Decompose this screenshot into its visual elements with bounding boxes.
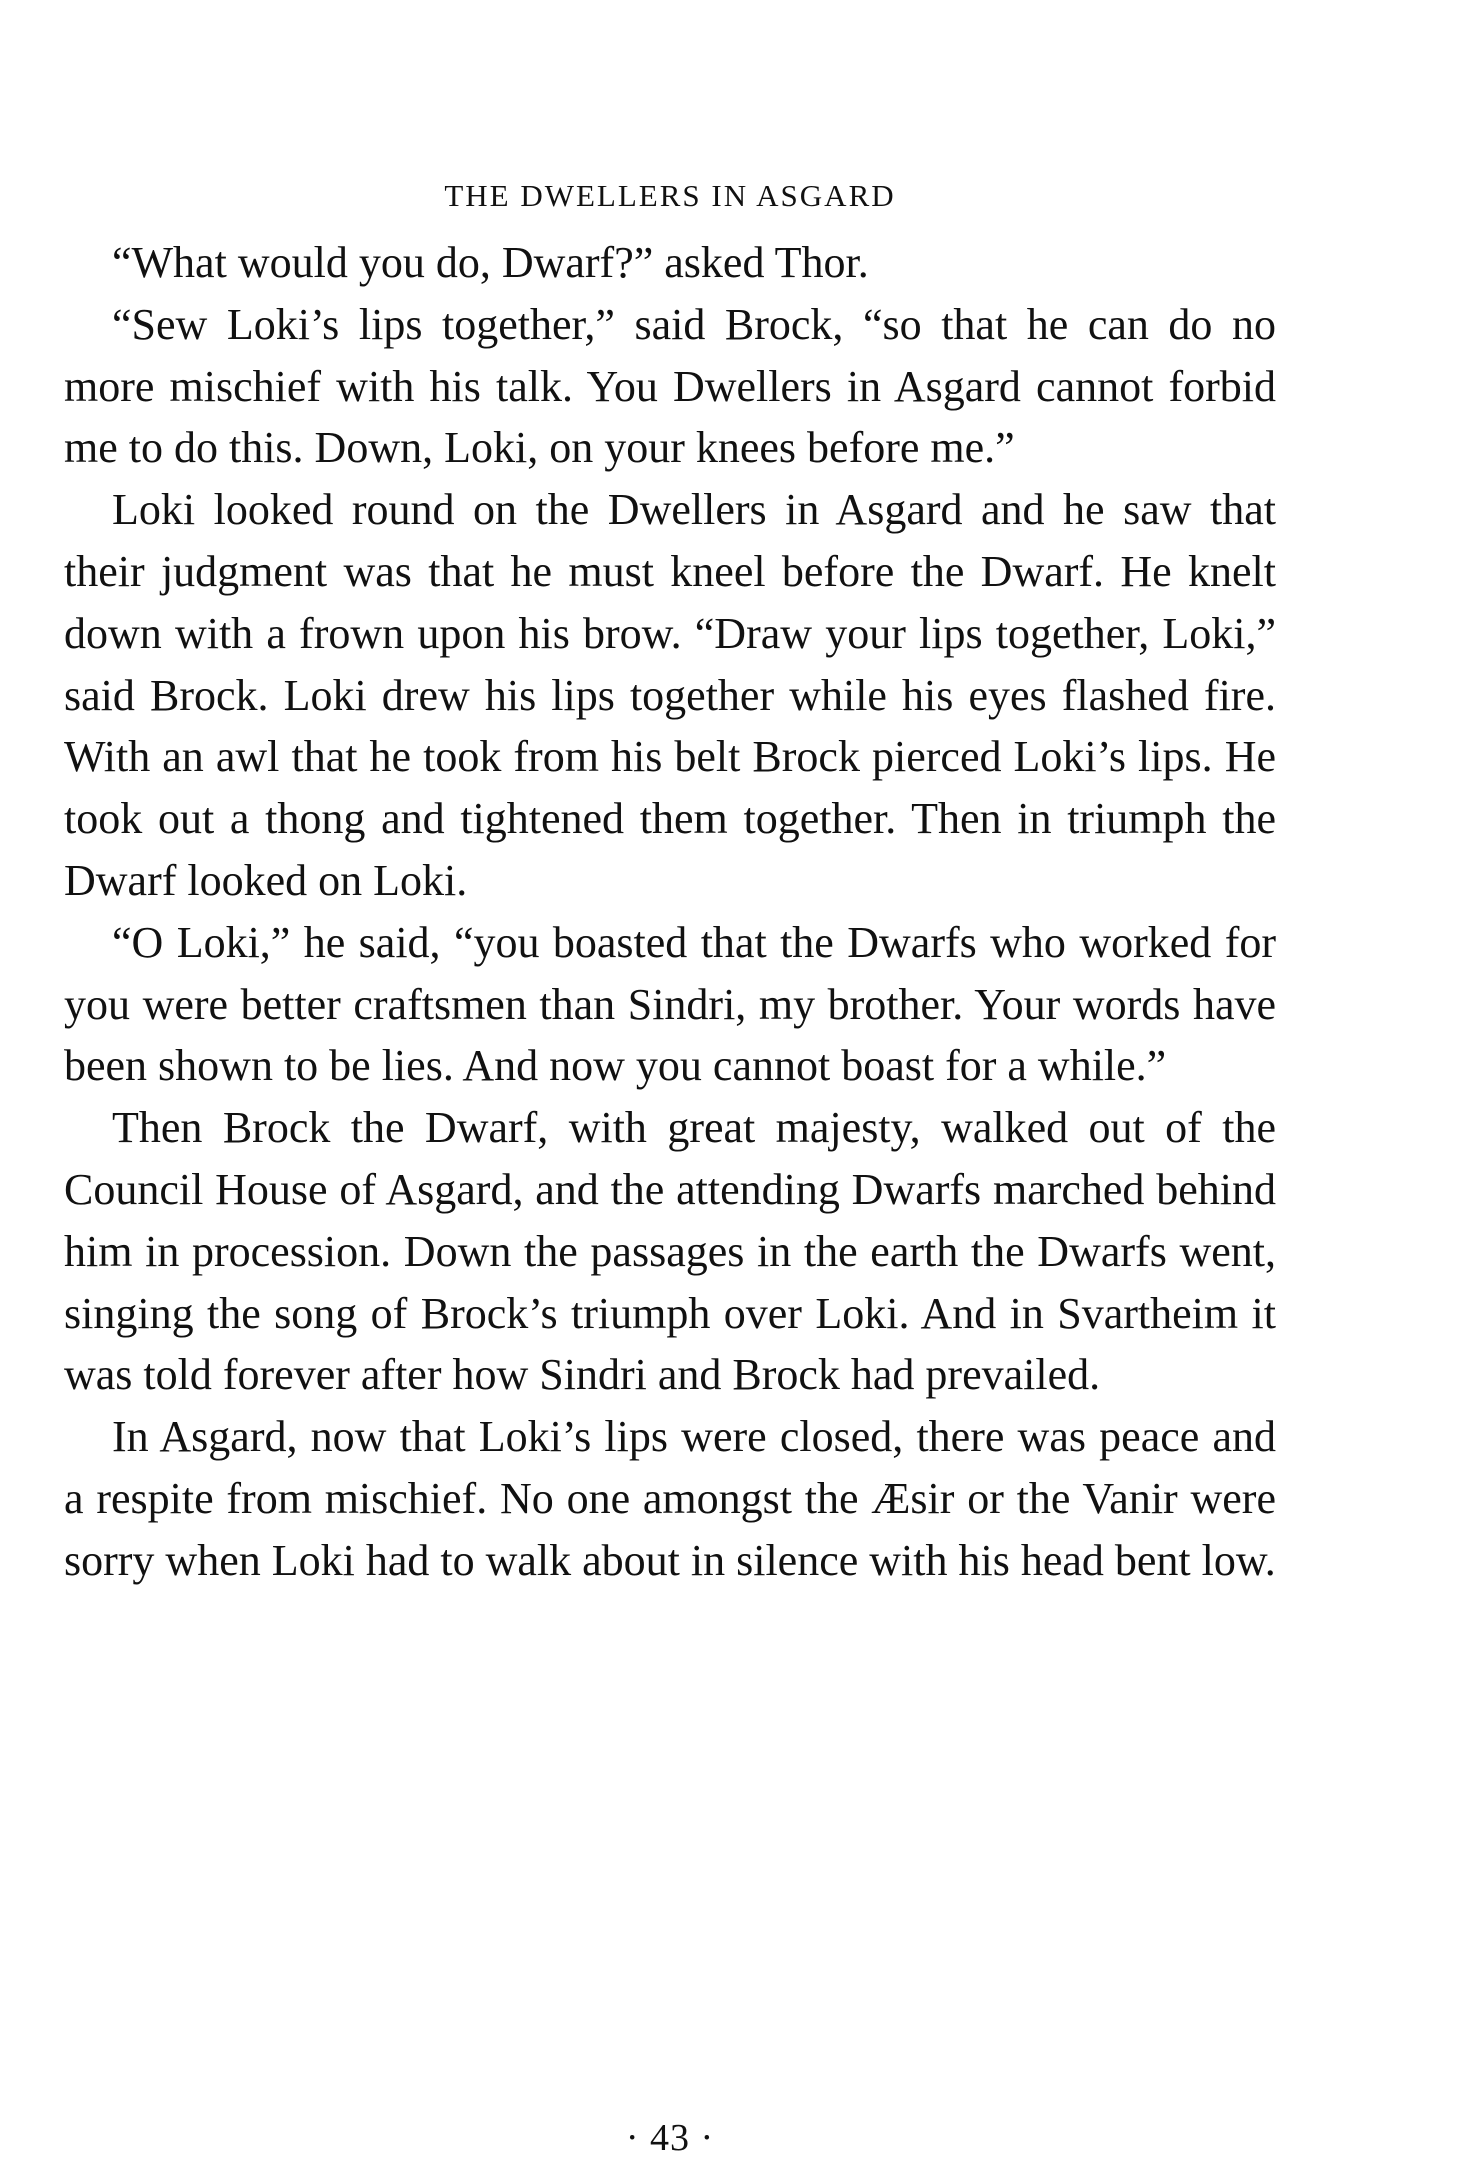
paragraph: Loki looked round on the Dwellers in Asgard and he saw that their judgment was that he must kneel before the Dwarf. He knelt down with a frown upon his brow. “Draw your lips together, Loki,” said Brock. Loki drew his lips together while his eyes flashed fire. With an awl that he took from his belt Brock pierced Loki’s lips. He took out a thong and tightened them together. Then in triumph the Dwarf looked on Loki. [64, 485, 1276, 905]
page-number: · 43 · [625, 2117, 715, 2159]
running-head: THE DWELLERS IN ASGARD [444, 178, 896, 213]
body-text [64, 232, 1276, 1592]
book-page [64, 0, 1276, 2159]
paragraph: “Sew Loki’s lips together,” said Brock, “so that he can do no more mischief with his talk. You Dwellers in Asgard cannot forbid me to do this. Down, Loki, on your knees before me.” [64, 299, 1276, 473]
paragraph: “O Loki,” he said, “you boasted that the Dwarfs who worked for you were better craftsmen than Sindri, my brother. Your words have been shown to be lies. And now you cannot boast for a while.” [64, 917, 1276, 1091]
paragraph: In Asgard, now that Loki’s lips were closed, there was peace and a respite from mischief. No one amongst the Æsir or the Vanir were sorry when Loki had to walk about in silence with his head bent low. [64, 1412, 1276, 1585]
paragraph: Then Brock the Dwarf, with great majesty, walked out of the Council House of Asgard, and the attending Dwarfs marched behind him in procession. Down the passages in the earth the Dwarfs went, singing the song of Brock’s triumph over Loki. And in Svartheim it was told forever after how Sindri and Brock had prevailed. [64, 1103, 1276, 1400]
paragraph: “What would you do, Dwarf?” asked Thor. [112, 238, 869, 287]
